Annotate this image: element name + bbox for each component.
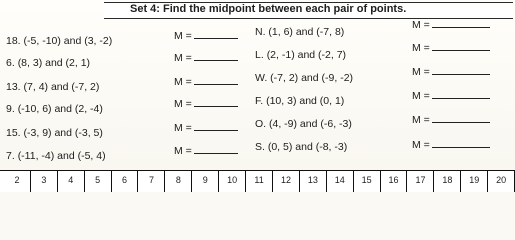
answer-blank-f[interactable]: M = [412, 90, 490, 102]
answer-line[interactable] [194, 52, 238, 61]
answer-strip-cell [219, 171, 246, 192]
problem-f: F. (10, 3) and (0, 1) [255, 95, 345, 107]
answer-line[interactable] [432, 42, 490, 51]
answer-line[interactable] [194, 30, 238, 39]
problem-18: 18. (-5, -10) and (3, -2) [6, 35, 113, 47]
answer-number-strip [0, 170, 515, 192]
problem-l: L. (2, -1) and (-2, 7) [255, 49, 347, 61]
answer-strip-number: 9 [202, 175, 208, 185]
answer-line[interactable] [194, 76, 238, 85]
answer-strip-number: 7 [148, 175, 154, 185]
answer-strip-number: 4 [68, 175, 74, 185]
answer-strip-number: 20 [496, 175, 507, 185]
answer-strip-cell [354, 171, 381, 192]
problem-o: O. (4, -9) and (-6, -3) [255, 118, 352, 130]
answer-blank-18[interactable]: M = [174, 30, 238, 42]
answer-blank-n[interactable]: M = [412, 19, 490, 31]
answer-line[interactable] [432, 66, 490, 75]
answer-strip-number: 19 [469, 175, 480, 185]
answer-strip-number: 5 [95, 175, 101, 185]
answer-blank-l[interactable]: M = [412, 42, 490, 54]
answer-strip-cell [273, 171, 300, 192]
answer-strip-cell [434, 171, 461, 192]
answer-strip-number: 2 [14, 175, 20, 185]
answer-line[interactable] [194, 98, 238, 107]
answer-line[interactable] [194, 145, 238, 154]
answer-strip-cell [381, 171, 408, 192]
answer-strip-number: 13 [307, 175, 318, 185]
answer-blank-s[interactable]: M = [412, 139, 490, 151]
answer-strip-number: 18 [442, 175, 453, 185]
answer-blank-15[interactable]: M = [174, 122, 238, 134]
answer-strip-number: 3 [41, 175, 47, 185]
answer-strip-number: 11 [254, 175, 264, 185]
answer-strip-cell [58, 171, 85, 192]
answer-strip-number: 17 [415, 175, 426, 185]
problem-15: 15. (-3, 9) and (-3, 5) [6, 127, 103, 139]
set-label: Set 4: [130, 3, 160, 15]
answer-strip-cell [461, 171, 488, 192]
answer-blank-6[interactable]: M = [174, 52, 238, 64]
answer-line[interactable] [432, 114, 490, 123]
answer-strip-cell [139, 171, 166, 192]
answer-strip-number: 16 [388, 175, 399, 185]
answer-strip-cell [31, 171, 58, 192]
problem-n: N. (1, 6) and (-7, 8) [255, 26, 345, 38]
answer-blank-13[interactable]: M = [174, 76, 238, 88]
answer-strip-number: 14 [334, 175, 345, 185]
problem-s: S. (0, 5) and (-8, -3) [255, 141, 348, 153]
problem-6: 6. (8, 3) and (2, 1) [6, 57, 91, 69]
answer-strip-number: 15 [361, 175, 372, 185]
answer-line[interactable] [432, 90, 490, 99]
problem-w: W. (-7, 2) and (-9, -2) [255, 72, 354, 84]
answer-line[interactable] [432, 19, 490, 28]
problem-13: 13. (7, 4) and (-7, 2) [6, 81, 100, 93]
instructions: Find the midpoint between each pair of points. [163, 3, 407, 15]
answer-strip-number: 12 [280, 175, 291, 185]
answer-strip-cell [165, 171, 192, 192]
worksheet-title [130, 3, 406, 16]
answer-strip-cell [408, 171, 435, 192]
answer-strip-number: 8 [175, 175, 181, 185]
answer-blank-w[interactable]: M = [412, 66, 490, 78]
answer-blank-9[interactable]: M = [174, 98, 238, 110]
answer-strip-cell [488, 171, 515, 192]
answer-strip-cell [327, 171, 354, 192]
answer-strip-cell [192, 171, 219, 192]
answer-strip-cell [300, 171, 327, 192]
answer-blank-7[interactable]: M = [174, 145, 238, 157]
answer-line[interactable] [194, 122, 238, 131]
problem-7: 7. (-11, -4) and (-5, 4) [6, 150, 106, 162]
answer-strip-number: 6 [122, 175, 128, 185]
problem-9: 9. (-10, 6) and (2, -4) [6, 103, 103, 115]
answer-blank-o[interactable]: M = [412, 114, 490, 126]
answer-strip-cell [85, 171, 112, 192]
answer-line[interactable] [432, 139, 490, 148]
answer-strip-cell [4, 171, 31, 192]
answer-strip-cell [246, 171, 273, 192]
answer-strip-cell [112, 171, 139, 192]
answer-strip-number: 10 [227, 175, 238, 185]
